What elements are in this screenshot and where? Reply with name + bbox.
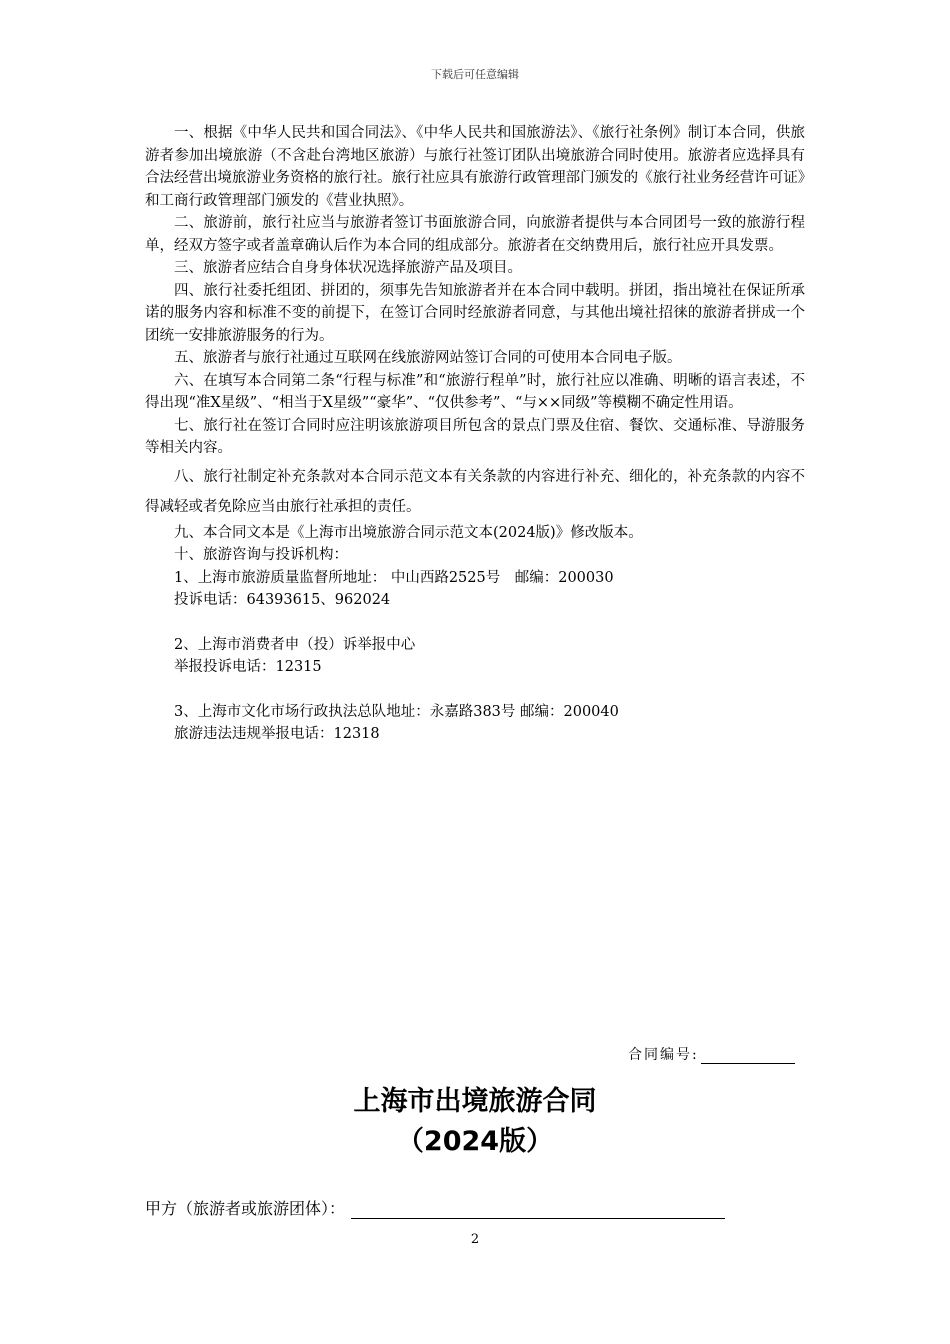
party-a-label: 甲方（旅游者或旅游团体）： xyxy=(145,1199,346,1218)
paragraph-5: 五、旅游者与旅行社通过互联网在线旅游网站签订合同的可使用本合同电子版。 xyxy=(174,350,682,366)
contact-1-phone: 投诉电话：64393615、962024 xyxy=(174,592,391,608)
paragraph-7: 七、旅行社在签订合同时应注明该旅游项目所包含的景点门票及住宿、餐饮、交通标准、导游服务等相关内容。 xyxy=(145,417,805,456)
paragraph-10: 十、旅游咨询与投诉机构： xyxy=(174,547,348,563)
page-number: 2 xyxy=(470,1232,480,1247)
paragraph-3: 三、旅游者应结合自身身体状况选择旅游产品及项目。 xyxy=(174,260,522,276)
contact-1-address: 1、上海市旅游质量监督所地址： 中山西路2525号 邮编：200030 xyxy=(174,569,614,586)
paragraph-1: 一、根据《中华人民共和国合同法》、《中华人民共和国旅游法》、《旅行社条例》制订本合同，供旅游者参加出境旅游（不含赴台湾地区旅游）与旅行社签订团队出境旅游合同时使用。旅游者应选择具有合法经营出境旅游业务资格的旅行社。旅行社应具有旅游行政管理部门颁发的《旅行社业务经营许可证》和工商行政管理部门颁发的《营业执照》。 xyxy=(145,125,805,209)
instructions-body xyxy=(145,122,805,746)
paragraph-8: 八、旅行社制定补充条款对本合同示范文本有关条款的内容进行补充、细化的，补充条款的内容不得减轻或者免除应当由旅行社承担的责任。 xyxy=(145,468,805,515)
page-header-note: 下载后可任意编辑 xyxy=(431,68,519,81)
contact-2-name: 2、上海市消费者申（投）诉举报中心 xyxy=(174,636,416,653)
party-a xyxy=(145,1196,725,1219)
contact-3-phone: 旅游违法违规举报电话：12318 xyxy=(174,726,380,742)
contract-title-version: （2024版） xyxy=(396,1126,554,1157)
paragraph-2: 二、旅游前，旅行社应当与旅游者签订书面旅游合同，向旅游者提供与本合同团号一致的旅游行程单，经双方签字或者盖章确认后作为本合同的组成部分。旅游者在交纳费用后，旅行社应开具发票。 xyxy=(145,215,805,254)
paragraph-9: 九、本合同文本是《上海市出境旅游合同示范文本(2024版)》修改版本。 xyxy=(174,524,643,541)
contract-number xyxy=(628,1044,795,1064)
contact-3-address: 3、上海市文化市场行政执法总队地址：永嘉路383号 邮编：200040 xyxy=(174,703,619,720)
contact-2-phone: 举报投诉电话：12315 xyxy=(174,659,322,675)
contract-number-label: 合同编号: xyxy=(628,1047,699,1063)
paragraph-6: 六、在填写本合同第二条“行程与标准”和“旅游行程单”时，旅行社应以准确、明晰的语言表述，不得出现“准X星级”、“相当于X星级”“豪华”、“仅供参考”、“与××同级”等模糊不确定性用语。 xyxy=(145,372,805,411)
contract-title xyxy=(0,1082,950,1162)
contract-title-main: 上海市出境旅游合同 xyxy=(353,1086,597,1117)
party-a-blank xyxy=(351,1198,725,1219)
contract-number-blank xyxy=(701,1045,795,1064)
paragraph-4: 四、旅行社委托组团、拼团的，须事先告知旅游者并在本合同中载明。拼团，指出境社在保证所承诺的服务内容和标准不变的前提下，在签订合同时经旅游者同意，与其他出境社招徕的旅游者拼成一个团统一安排旅游服务的行为。 xyxy=(145,282,805,344)
